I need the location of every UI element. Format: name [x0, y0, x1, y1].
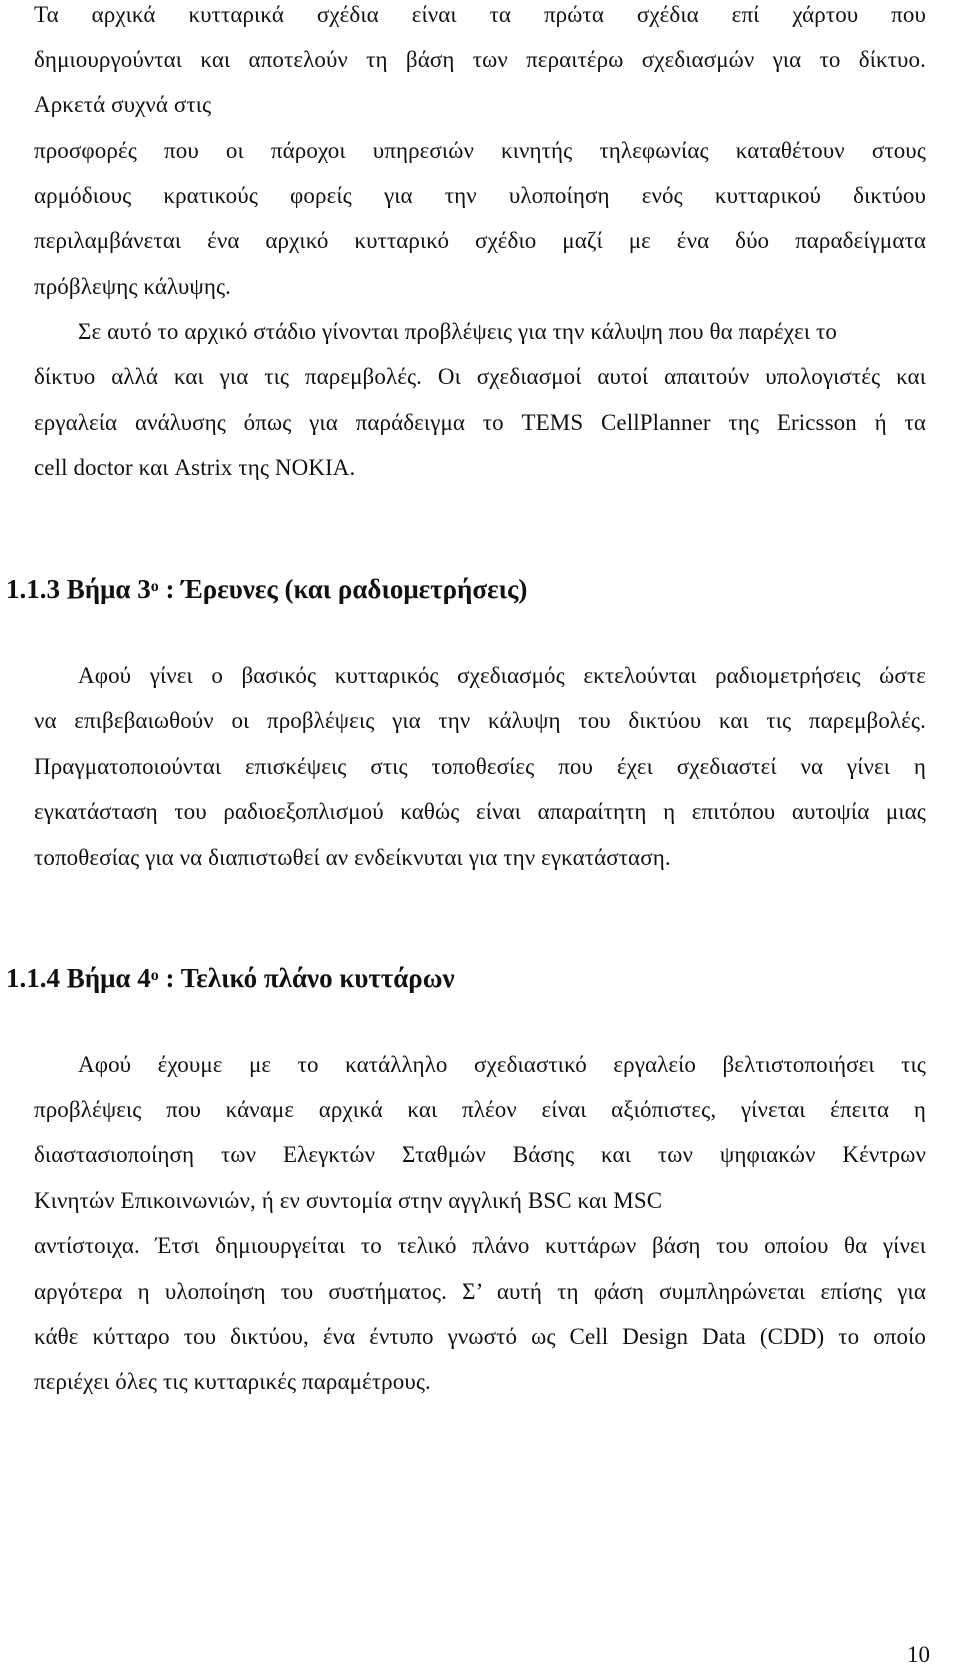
paragraph-2-line: cell doctor και Astrix της NOKIA. [34, 455, 356, 480]
paragraph-1-line: δημιουργούνται και αποτελούν τη βάση των περαιτέρω σχεδιασμών για το δίκτυο. [34, 47, 926, 72]
paragraph-3-line: εγκατάσταση του ραδιοεξοπλισμού καθώς είναι απαραίτητη η επιτόπου αυτοψία μιας [34, 799, 926, 824]
heading-text: 1.1.4 Βήμα 4 [6, 963, 151, 993]
heading-ordinal: ο [150, 967, 159, 984]
paragraph-4-line: Αφού έχουμε με το κατάλληλο σχεδιαστικό εργαλείο βελτιστοποιήσει τις [78, 1052, 926, 1077]
page-number: 10 [907, 1642, 930, 1667]
paragraph-1-line: πρόβλεψης κάλυψης. [34, 274, 232, 299]
section-heading-1-1-3 [6, 572, 527, 606]
paragraph-3-line: Αφού γίνει ο βασικός κυτταρικός σχεδιασμός εκτελούνται ραδιομετρήσεις ώστε [78, 663, 926, 688]
paragraph-2-line: εργαλεία ανάλυσης όπως για παράδειγμα το TEMS CellPlanner της Ericsson ή τα [34, 410, 926, 435]
paragraph-2-line: δίκτυο αλλά και για τις παρεμβολές. Οι σχεδιασμοί αυτοί απαιτούν υπολογιστές και [34, 364, 926, 389]
heading-text: 1.1.3 Βήμα 3 [6, 574, 151, 604]
paragraph-4-line: κάθε κύτταρο του δικτύου, ένα έντυπο γνωστό ως Cell Design Data (CDD) το οποίο [34, 1324, 926, 1349]
paragraph-1-line: περιλαμβάνεται ένα αρχικό κυτταρικό σχέδιο μαζί με ένα δύο παραδείγματα [34, 228, 926, 253]
paragraph-4-line: περιέχει όλες τις κυτταρικές παραμέτρους. [34, 1369, 431, 1394]
paragraph-1-line: αρμόδιους κρατικούς φορείς για την υλοποίηση ενός κυτταρικού δικτύου [34, 183, 926, 208]
paragraph-1-line: προσφορές που οι πάροχοι υπηρεσιών κινητής τηλεφωνίας καταθέτουν στους [34, 138, 926, 163]
heading-text: : Έρευνες (και ραδιομετρήσεις) [158, 574, 528, 604]
heading-ordinal: ο [150, 578, 159, 595]
paragraph-3-line: να επιβεβαιωθούν οι προβλέψεις για την κάλυψη του δικτύου και τις παρεμβολές. [34, 708, 926, 733]
paragraph-4-line: αργότερα η υλοποίηση του συστήματος. Σ’ αυτή τη φάση συμπληρώνεται επίσης για [34, 1279, 926, 1304]
paragraph-4-line: διαστασιοποίηση των Ελεγκτών Σταθμών Βάσης και των ψηφιακών Κέντρων [34, 1142, 926, 1167]
heading-text: : Τελικό πλάνο κυττάρων [158, 963, 455, 993]
paragraph-4-line: Κινητών Επικοινωνιών, ή εν συντομία στην αγγλική BSC και MSC [34, 1188, 663, 1213]
paragraph-3-line: Πραγματοποιούνται επισκέψεις στις τοποθεσίες που έχει σχεδιαστεί να γίνει η [34, 754, 926, 779]
paragraph-4-line: προβλέψεις που κάναμε αρχικά και πλέον είναι αξιόπιστες, γίνεται έπειτα η [34, 1097, 926, 1122]
paragraph-3-line: τοποθεσίας για να διαπιστωθεί αν ενδείκνυται για την εγκατάσταση. [34, 845, 671, 870]
paragraph-1-line: Τα αρχικά κυτταρικά σχέδια είναι τα πρώτα σχέδια επί χάρτου που [34, 2, 926, 27]
paragraph-2-line: Σε αυτό το αρχικό στάδιο γίνονται προβλέψεις για την κάλυψη που θα παρέχει το [78, 319, 837, 344]
paragraph-4-line: αντίστοιχα. Έτσι δημιουργείται το τελικό πλάνο κυττάρων βάση του οποίου θα γίνει [34, 1233, 926, 1258]
section-heading-1-1-4 [6, 961, 455, 995]
paragraph-1-line: Αρκετά συχνά στις [34, 92, 212, 117]
